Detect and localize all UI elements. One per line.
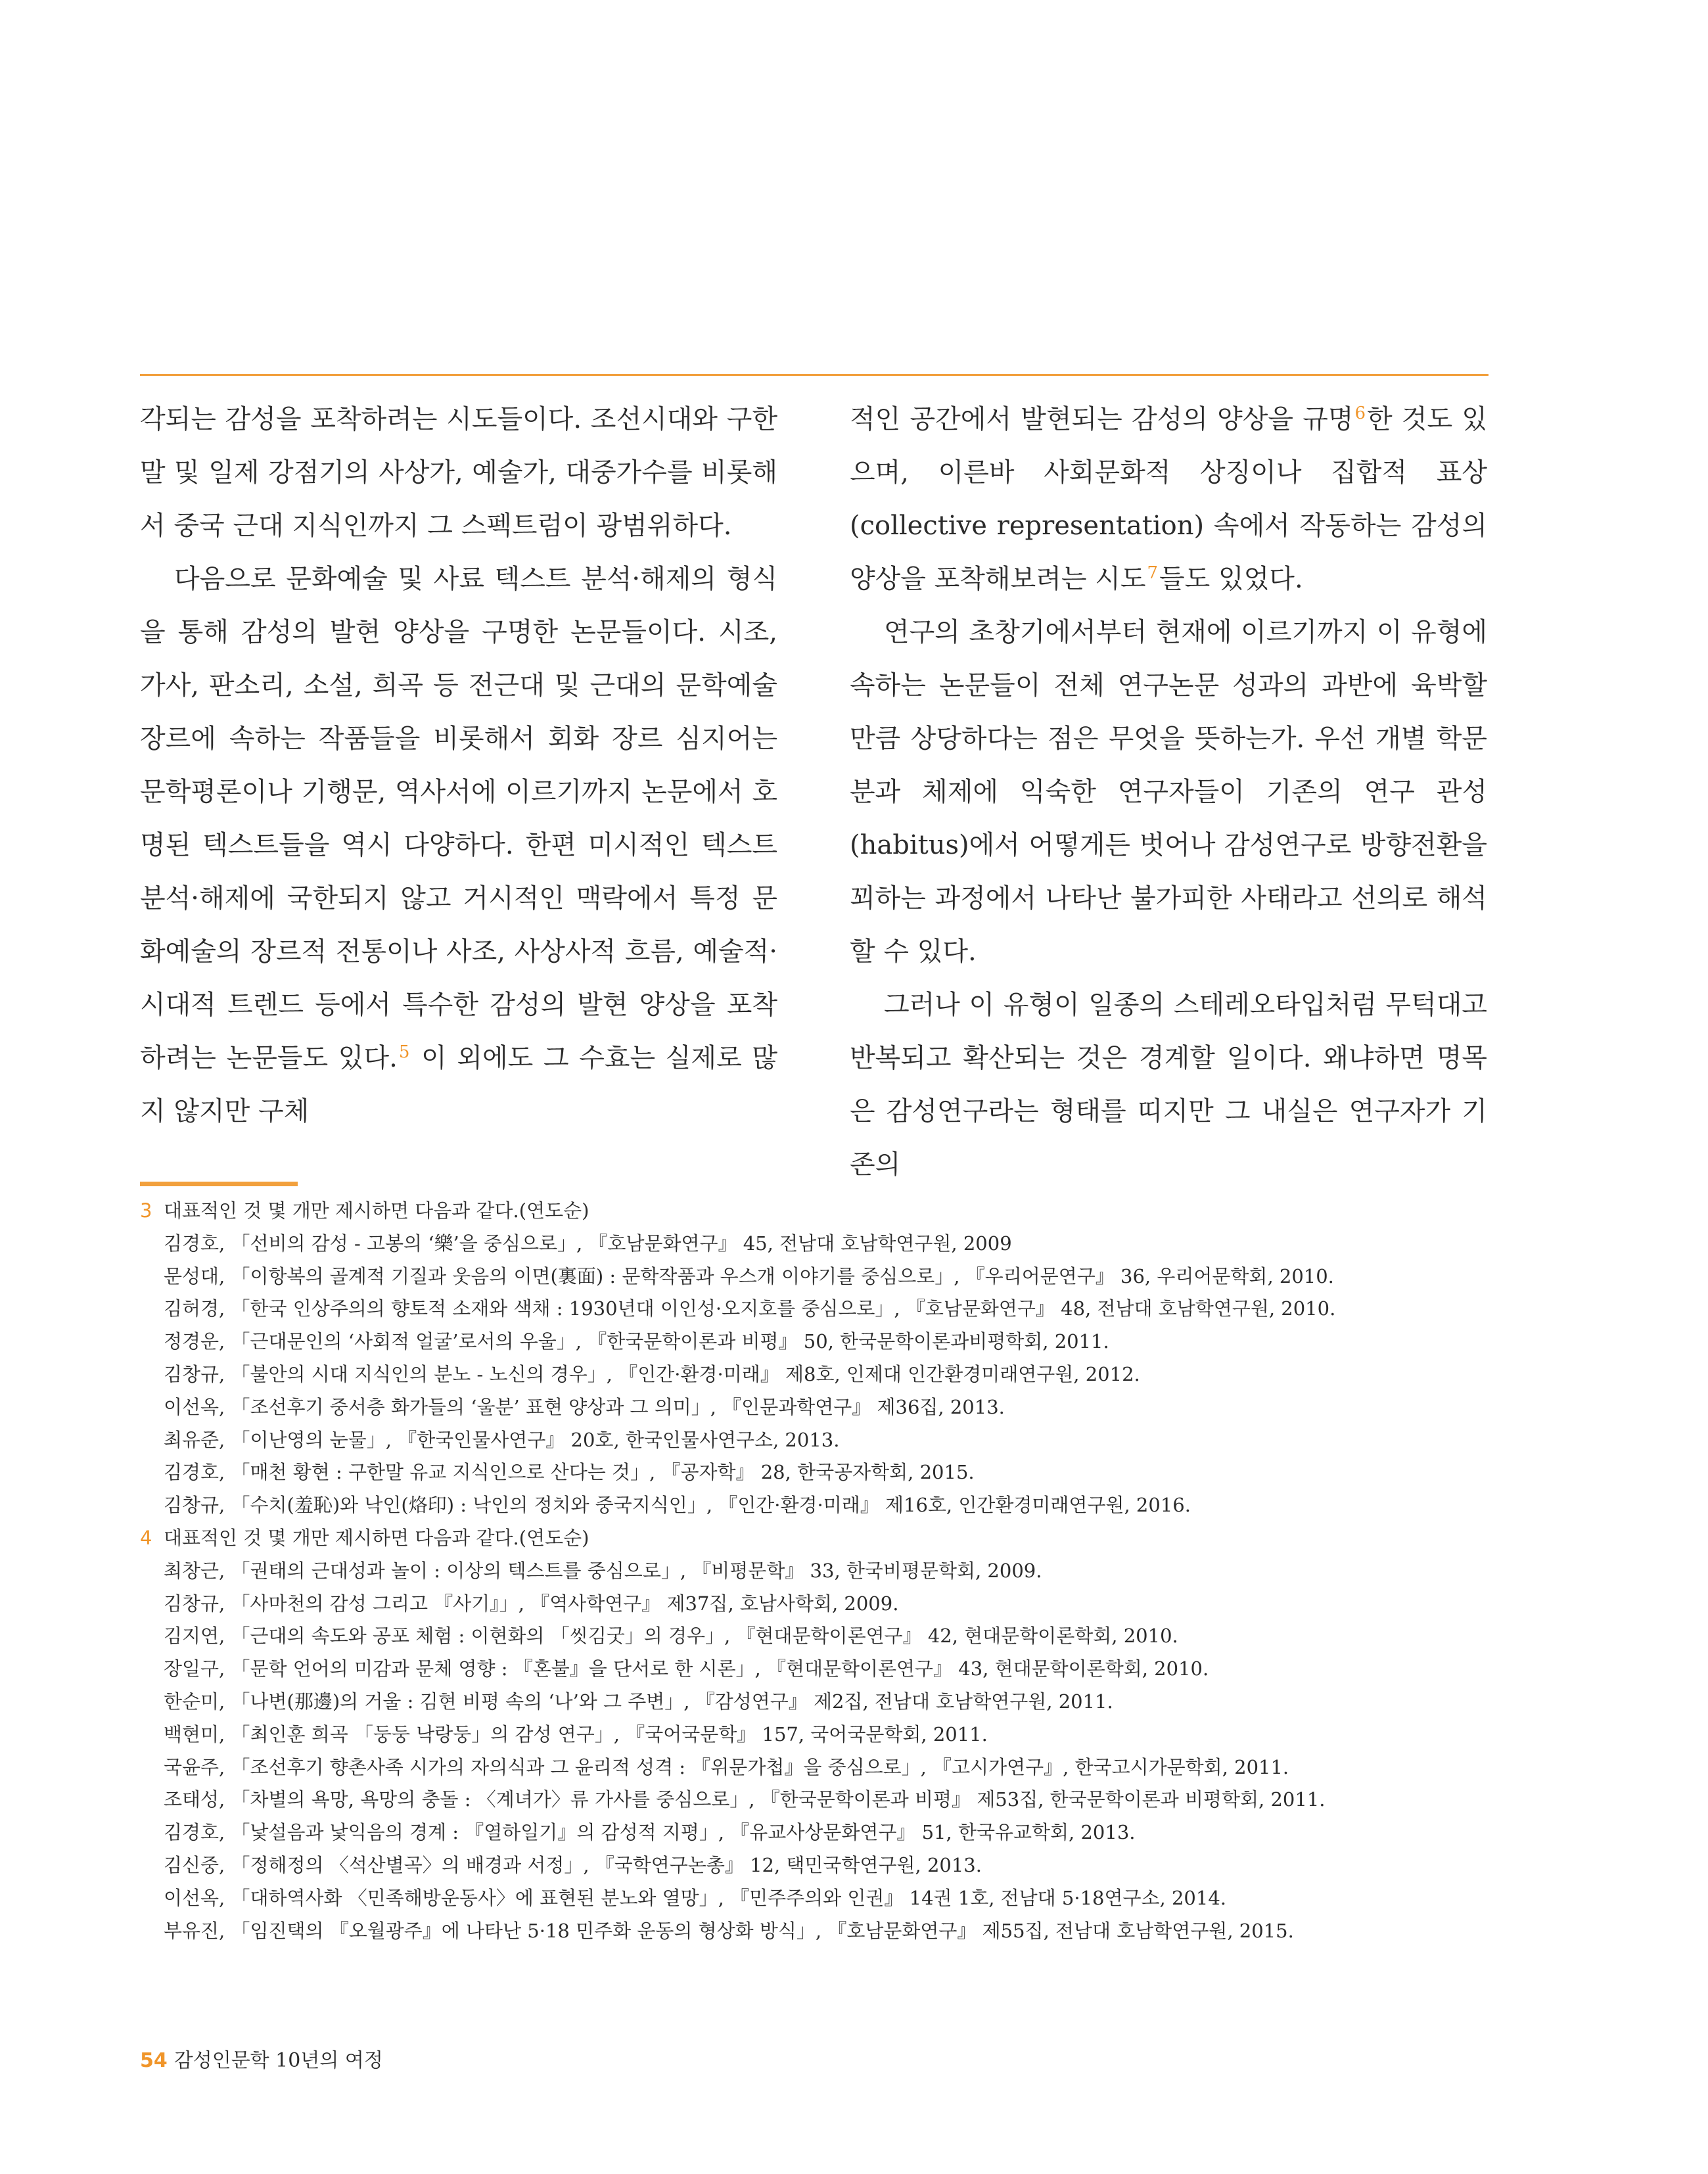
body-column-left xyxy=(140,393,777,1138)
header-rule xyxy=(140,374,1489,376)
body-paragraph xyxy=(850,393,1487,606)
body-paragraph: 그러나 이 유형이 일종의 스테레오타입처럼 무턱대고 반복되고 확산되는 것은 경계할 일이다. 왜냐하면 명목은 감성연구라는 형태를 띠지만 그 내실은 연구자가 기존의 xyxy=(850,990,1487,1180)
footnote-entry: 김경호, 「매천 황현 : 구한말 유교 지식인으로 산다는 것」, 『공자학』 28, 한국공자학회, 2015. xyxy=(164,1461,975,1484)
footnote-entry: 김창규, 「불안의 시대 지식인의 분노 - 노신의 경우」, 『인간·환경·미래』 제8호, 인제대 인간환경미래연구원, 2012. xyxy=(164,1362,1140,1385)
footnote-number: 4 xyxy=(140,1526,152,1549)
footnote-ref-6[interactable]: 6 xyxy=(1354,403,1366,423)
body-paragraph xyxy=(140,553,777,1138)
body-text: 이 외에도 그 수효는 실제로 많지 않지만 구체 xyxy=(140,1043,778,1126)
footnote-rule xyxy=(140,1182,298,1186)
footnote-entry: 최창근, 「권태의 근대성과 놀이 : 이상의 텍스트를 중심으로」, 『비평문학』 33, 한국비평문학회, 2009. xyxy=(164,1559,1042,1582)
footnote-heading xyxy=(140,1195,1494,1228)
footnote-heading-text: 대표적인 것 몇 개만 제시하면 다음과 같다.(연도순) xyxy=(164,1199,589,1222)
body-text: 들도 있었다. xyxy=(1159,564,1303,594)
footnote-number: 3 xyxy=(140,1199,152,1222)
footnote-entry: 이선옥, 「대하역사화 〈민족해방운동사〉에 표현된 분노와 열망」, 『민주주의와 인권』 14권 1호, 전남대 5·18연구소, 2014. xyxy=(164,1886,1226,1909)
footnote-entry: 김경호, 「선비의 감성 - 고봉의 ‘樂’을 중심으로」, 『호남문화연구』 45, 전남대 호남학연구원, 2009 xyxy=(164,1232,1012,1255)
body-paragraph: 각되는 감성을 포착하려는 시도들이다. 조선시대와 구한말 및 일제 강점기의 사상가, 예술가, 대중가수를 비롯해서 중국 근대 지식인까지 그 스펙트럼이 광범위하다. xyxy=(140,404,777,541)
footnote-entry: 이선옥, 「조선후기 중서층 화가들의 ‘울분’ 표현 양상과 그 의미」, 『인문과학연구』 제36집, 2013. xyxy=(164,1395,1005,1418)
footnote-ref-5[interactable]: 5 xyxy=(398,1042,410,1062)
body-text: 다음으로 문화예술 및 사료 텍스트 분석·해제의 형식을 통해 감성의 발현 양상을 구명한 논문들이다. 시조, 가사, 판소리, 소설, 희곡 등 전근대 및 근대의 문학예술 장르에 속하는 작품들을 비롯해서 회화 장르 심지어는 문학평론이나 기행문, 역사서에 이르기까지 논문에서 호명된 텍스트들을 역시 다양하다. 한편 미시적인 텍스트 분석·해제에 국한되지 않고 거시적인 맥락에서 특정 문화예술의 장르적 전통이나 사조, 사상사적 흐름, 예술적·시대적 트렌드 등에서 특수한 감성의 발현 양상을 포착하려는 논문들도 있다. xyxy=(140,564,777,1073)
body-text: 적인 공간에서 발현되는 감성의 양상을 규명 xyxy=(850,404,1354,434)
body-column-right xyxy=(850,393,1487,1191)
footnote-entry: 김허경, 「한국 인상주의의 향토적 소재와 색채 : 1930년대 이인성·오지호를 중심으로」, 『호남문화연구』 48, 전남대 호남학연구원, 2010. xyxy=(164,1297,1336,1320)
footnote-entry: 백현미, 「최인훈 희곡 「둥둥 낙랑둥」의 감성 연구」, 『국어국문학』 157, 국어국문학회, 2011. xyxy=(164,1723,988,1746)
body-text: 한 것도 있으며, 이른바 사회문화적 상징이나 집합적 표상(collective representation) 속에서 작동하는 감성의 양상을 포착해보려는 시도 xyxy=(850,404,1487,594)
page-folio xyxy=(140,2048,383,2074)
page-number: 54 xyxy=(140,2049,168,2072)
running-title: 감성인문학 10년의 여정 xyxy=(173,2049,383,2072)
footnote-entry: 조태성, 「차별의 욕망, 욕망의 충돌 : 〈계녀가〉류 가사를 중심으로」, 『한국문학이론과 비평』 제53집, 한국문학이론과 비평학회, 2011. xyxy=(164,1788,1326,1811)
footnote-entry: 부유진, 「임진택의 『오월광주』에 나타난 5·18 민주화 운동의 형상화 방식」, 『호남문화연구』 제55집, 전남대 호남학연구원, 2015. xyxy=(164,1919,1294,1942)
body-paragraph: 연구의 초창기에서부터 현재에 이르기까지 이 유형에 속하는 논문들이 전체 연구논문 성과의 과반에 육박할 만큼 상당하다는 점은 무엇을 뜻하는가. 우선 개별 학문 분과 체제에 익숙한 연구자들이 기존의 연구 관성(habitus)에서 어떻게든 벗어나 감성연구로 방향전환을 꾀하는 과정에서 나타난 불가피한 사태라고 선의로 해석할 수 있다. xyxy=(850,617,1487,967)
footnote-ref-7[interactable]: 7 xyxy=(1147,563,1159,583)
footnote-entry: 김신중, 「정해정의 〈석산별곡〉의 배경과 서정」, 『국학연구논총』 12, 택민국학연구원, 2013. xyxy=(164,1853,982,1876)
footnote-entry: 김창규, 「사마천의 감성 그리고 『사기』」, 『역사학연구』 제37집, 호남사학회, 2009. xyxy=(164,1592,899,1615)
footnote-entry: 최유준, 「이난영의 눈물」, 『한국인물사연구』 20호, 한국인물사연구소, 2013. xyxy=(164,1428,840,1451)
footnote-entry: 한순미, 「나변(那邊)의 거울 : 김현 비평 속의 ‘나’와 그 주변」, 『감성연구』 제2집, 전남대 호남학연구원, 2011. xyxy=(164,1690,1113,1713)
footnote-heading xyxy=(140,1522,1494,1555)
footnote-entry: 김경호, 「낯설음과 낯익음의 경계 : 『열하일기』의 감성적 지평」, 『유교사상문화연구』 51, 한국유교학회, 2013. xyxy=(164,1821,1136,1844)
footnote-entry: 장일구, 「문학 언어의 미감과 문체 영향 : 『혼불』을 단서로 한 시론」, 『현대문학이론연구』 43, 현대문학이론학회, 2010. xyxy=(164,1657,1209,1680)
footnotes xyxy=(140,1195,1494,1947)
footnote-entry: 정경운, 「근대문인의 ‘사회적 얼굴’로서의 우울」, 『한국문학이론과 비평』 50, 한국문학이론과비평학회, 2011. xyxy=(164,1330,1109,1353)
footnote-entry: 김창규, 「수치(羞恥)와 낙인(烙印) : 낙인의 정치와 중국지식인」, 『인간·환경·미래』 제16호, 인간환경미래연구원, 2016. xyxy=(164,1494,1191,1517)
footnote-heading-text: 대표적인 것 몇 개만 제시하면 다음과 같다.(연도순) xyxy=(164,1526,589,1549)
footnote-entry: 국윤주, 「조선후기 향촌사족 시가의 자의식과 그 윤리적 성격 : 『위문가첩』을 중심으로」, 『고시가연구』, 한국고시가문학회, 2011. xyxy=(164,1755,1289,1778)
footnote-entry: 문성대, 「이항복의 골계적 기질과 웃음의 이면(裏面) : 문학작품과 우스개 이야기를 중심으로」, 『우리어문연구』 36, 우리어문학회, 2010. xyxy=(164,1264,1334,1287)
footnote-entry: 김지연, 「근대의 속도와 공포 체험 : 이현화의 「씻김굿」의 경우」, 『현대문학이론연구』 42, 현대문학이론학회, 2010. xyxy=(164,1625,1178,1648)
